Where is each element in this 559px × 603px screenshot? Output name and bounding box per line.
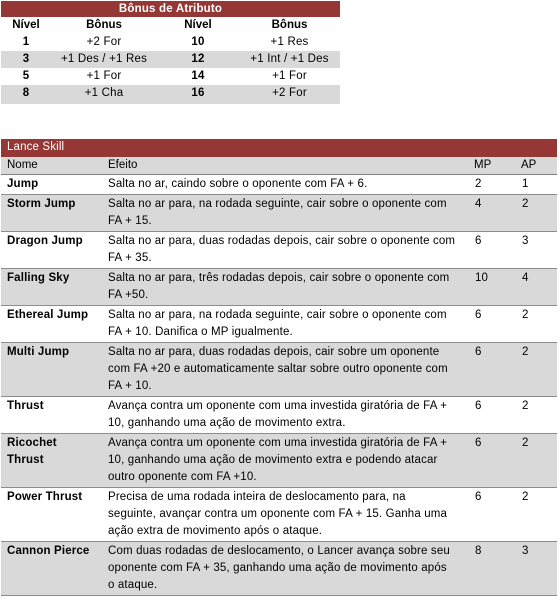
attribute-bonus-title: Bônus de Atributo xyxy=(1,1,340,17)
skill-effect: Salta no ar para, na rodada seguinte, cair sobre o oponente com FA + 15. xyxy=(102,195,468,232)
lance-skill-title: Lance Skill xyxy=(1,139,557,157)
header-bonus: Bônus xyxy=(51,17,157,34)
skill-mp: 6 xyxy=(468,397,515,434)
table-row xyxy=(1,343,557,397)
level-cell: 8 xyxy=(1,85,51,103)
skill-name: Power Thrust xyxy=(1,488,102,542)
table-row xyxy=(1,232,557,269)
bonus-cell: +1 Res xyxy=(239,34,340,51)
skill-name: Ethereal Jump xyxy=(1,306,102,343)
bonus-cell: +1 Int / +1 Des xyxy=(239,51,340,68)
table-row xyxy=(1,397,557,434)
skill-ap: 1 xyxy=(515,175,557,195)
table-row xyxy=(1,85,340,103)
skill-name: Jump xyxy=(1,175,102,195)
bonus-cell: +1 For xyxy=(51,68,157,85)
level-cell: 14 xyxy=(157,68,239,85)
skill-effect: Salta no ar para, duas rodadas depois, cair sobre o oponente com FA + 35. xyxy=(102,232,468,269)
header-bonus: Bônus xyxy=(239,17,340,34)
lance-skill-table xyxy=(1,139,557,596)
level-cell: 16 xyxy=(157,85,239,103)
table-row xyxy=(1,542,557,596)
table-row xyxy=(1,195,557,232)
skill-ap: 2 xyxy=(515,434,557,488)
level-cell: 12 xyxy=(157,51,239,68)
header-ap: AP xyxy=(515,157,557,175)
skill-ap: 2 xyxy=(515,343,557,397)
skill-name: Thrust xyxy=(1,397,102,434)
skill-ap: 3 xyxy=(515,232,557,269)
skill-mp: 6 xyxy=(468,343,515,397)
level-cell: 10 xyxy=(157,34,239,51)
skill-ap: 3 xyxy=(515,542,557,596)
bonus-cell: +2 For xyxy=(51,34,157,51)
header-level: Nível xyxy=(157,17,239,34)
bonus-cell: +1 Des / +1 Res xyxy=(51,51,157,68)
skill-mp: 6 xyxy=(468,434,515,488)
skill-effect: Avança contra um oponente com uma investida giratória de FA + 10, ganhando uma ação de movimento extra e podendo atacar outro oponente com FA +10. xyxy=(102,434,468,488)
skill-name: Storm Jump xyxy=(1,195,102,232)
skill-effect: Com duas rodadas de deslocamento, o Lancer avança sobre seu oponente com FA + 35, ganhando uma ação de movimento após o ataque. xyxy=(102,542,468,596)
table-row xyxy=(1,488,557,542)
header-effect: Efeito xyxy=(102,157,468,175)
skill-ap: 4 xyxy=(515,269,557,306)
skill-mp: 6 xyxy=(468,306,515,343)
table-row xyxy=(1,434,557,488)
skill-name: Cannon Pierce xyxy=(1,542,102,596)
skill-effect: Precisa de uma rodada inteira de deslocamento para, na seguinte, avançar contra um oponente com FA + 15. Ganha uma ação extra de movimento após o ataque. xyxy=(102,488,468,542)
skill-ap: 2 xyxy=(515,195,557,232)
table-row xyxy=(1,269,557,306)
table-row xyxy=(1,34,340,51)
header-row xyxy=(1,157,557,175)
skill-mp: 10 xyxy=(468,269,515,306)
skill-effect: Salta no ar para, três rodadas depois, cair sobre o oponente com FA +50. xyxy=(102,269,468,306)
skill-name: Dragon Jump xyxy=(1,232,102,269)
skill-ap: 2 xyxy=(515,397,557,434)
skill-ap: 2 xyxy=(515,488,557,542)
skill-ap: 2 xyxy=(515,306,557,343)
skill-effect: Salta no ar para, na rodada seguinte, cair sobre o oponente com FA + 10. Danifica o MP igualmente. xyxy=(102,306,468,343)
table-row xyxy=(1,306,557,343)
bonus-cell: +1 For xyxy=(239,68,340,85)
bonus-cell: +1 Cha xyxy=(51,85,157,103)
skill-effect: Salta no ar, caindo sobre o oponente com FA + 6. xyxy=(102,175,468,195)
skill-name: Falling Sky xyxy=(1,269,102,306)
skill-name: Ricochet Thrust xyxy=(1,434,102,488)
level-cell: 1 xyxy=(1,34,51,51)
skill-mp: 8 xyxy=(468,542,515,596)
bonus-cell: +2 For xyxy=(239,85,340,103)
attribute-bonus-table xyxy=(1,1,340,104)
skill-mp: 4 xyxy=(468,195,515,232)
skill-effect: Salta no ar para, duas rodadas depois, cair sobre um oponente com FA +20 e automaticamente saltar sobre outro oponente com FA + 10. xyxy=(102,343,468,397)
skill-name: Multi Jump xyxy=(1,343,102,397)
skill-mp: 6 xyxy=(468,488,515,542)
table-row xyxy=(1,51,340,68)
header-name: Nome xyxy=(1,157,102,175)
skill-effect: Avança contra um oponente com uma investida giratória de FA + 10, ganhando uma ação de movimento extra. xyxy=(102,397,468,434)
header-level: Nível xyxy=(1,17,51,34)
table-row xyxy=(1,68,340,85)
level-cell: 3 xyxy=(1,51,51,68)
table-row xyxy=(1,175,557,195)
level-cell: 5 xyxy=(1,68,51,85)
skill-mp: 2 xyxy=(468,175,515,195)
header-mp: MP xyxy=(468,157,515,175)
skill-mp: 6 xyxy=(468,232,515,269)
